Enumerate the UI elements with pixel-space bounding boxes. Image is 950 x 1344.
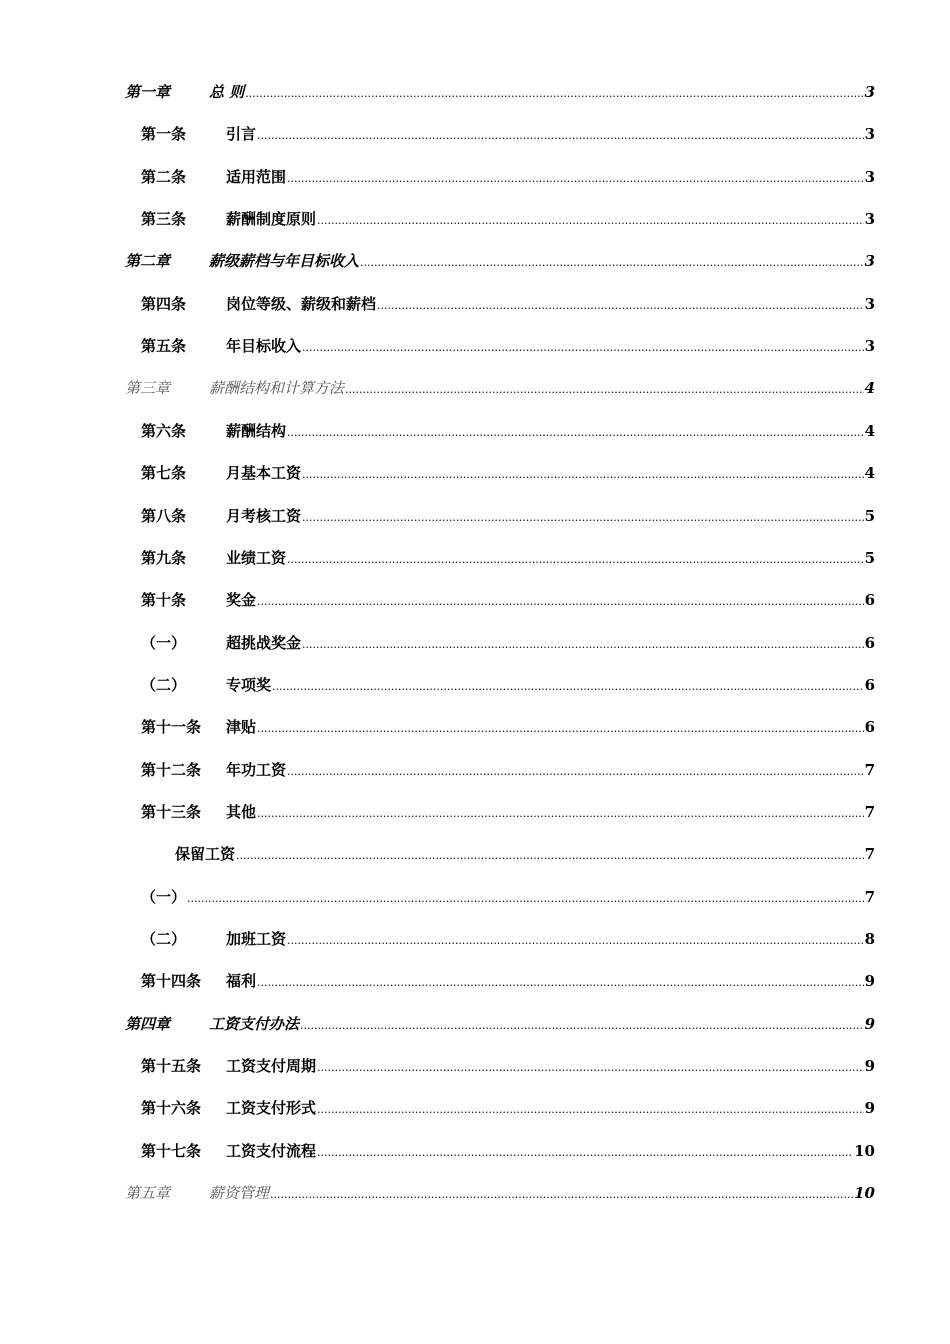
toc-page-number: 9 <box>864 1057 875 1076</box>
toc-article-entry[interactable] <box>141 1096 875 1120</box>
toc-dot-leader <box>187 887 864 911</box>
toc-entry-number: 第七条 <box>141 464 187 483</box>
toc-page-number: 9 <box>864 972 875 991</box>
toc-dot-leader <box>317 1056 864 1080</box>
toc-chapter-entry[interactable] <box>125 376 875 400</box>
toc-entry-title: 总 则 <box>209 83 245 101</box>
toc-entry-title: 工资支付形式 <box>226 1099 317 1118</box>
toc-article-entry[interactable] <box>141 673 875 697</box>
toc-page-number: 3 <box>864 337 875 356</box>
toc-dot-leader <box>245 82 863 106</box>
toc-dot-leader <box>287 760 864 784</box>
toc-entry-number: 第二条 <box>141 167 187 186</box>
toc-dot-leader <box>257 124 864 148</box>
toc-dot-leader <box>257 971 864 995</box>
toc-entry-number: 第五条 <box>141 337 187 356</box>
toc-page-number: 3 <box>864 210 875 229</box>
toc-entry-title: 工资支付流程 <box>226 1141 317 1160</box>
toc-entry-number: 第四章 <box>125 1014 171 1033</box>
toc-chapter-entry[interactable] <box>125 1181 875 1205</box>
toc-page-number: 10 <box>854 1141 875 1160</box>
toc-entry-title: 薪酬结构和计算方法 <box>209 379 345 398</box>
toc-article-entry[interactable] <box>141 631 875 655</box>
toc-dot-leader <box>302 463 864 487</box>
toc-page-number: 8 <box>864 930 875 948</box>
toc-article-entry[interactable] <box>141 419 875 443</box>
toc-dot-leader <box>302 506 864 530</box>
toc-entry-title: 其他 <box>226 802 257 821</box>
toc-entry-title: 薪资管理 <box>209 1184 270 1203</box>
toc-entry-title: 年目标收入 <box>226 337 302 356</box>
toc-page-number: 3 <box>864 294 875 313</box>
toc-dot-leader <box>287 929 864 953</box>
toc-article-entry[interactable] <box>141 588 875 612</box>
toc-entry-number: （二） <box>141 675 187 694</box>
toc-article-entry[interactable] <box>141 969 875 993</box>
toc-chapter-entry[interactable] <box>125 1012 875 1036</box>
toc-entry-number: 第五章 <box>125 1184 171 1203</box>
toc-article-entry[interactable] <box>141 1139 875 1163</box>
toc-chapter-entry[interactable] <box>125 249 875 273</box>
toc-page-number: 7 <box>864 887 875 906</box>
toc-entry-number: 第八条 <box>141 506 187 525</box>
toc-chapter-entry[interactable] <box>125 80 875 104</box>
toc-article-entry[interactable] <box>141 504 875 528</box>
toc-page-number: 4 <box>864 379 875 398</box>
toc-entry-number: 第十五条 <box>141 1057 202 1076</box>
toc-dot-leader <box>236 844 864 868</box>
toc-page-number: 5 <box>864 506 875 525</box>
toc-dot-leader <box>302 336 864 360</box>
toc-entry-number: （一） <box>141 887 187 906</box>
toc-entry-number: 第九条 <box>141 548 187 567</box>
toc-entry-title: 福利 <box>226 972 257 991</box>
toc-dot-leader <box>287 548 864 572</box>
toc-dot-leader <box>317 209 864 233</box>
toc-entry-title: 超挑战奖金 <box>226 633 302 652</box>
toc-entry-title: 工资支付周期 <box>226 1057 317 1076</box>
toc-entry-number: 第十三条 <box>141 802 202 821</box>
toc-entry-number: 第十条 <box>141 591 187 610</box>
toc-dot-leader <box>257 717 864 741</box>
toc-entry-title: 适用范围 <box>226 167 287 186</box>
toc-article-entry[interactable] <box>141 800 875 824</box>
toc-page-number: 6 <box>864 675 875 694</box>
toc-entry-title: 年功工资 <box>226 760 287 779</box>
toc-dot-leader <box>257 590 864 614</box>
toc-page-number: 3 <box>864 125 875 144</box>
toc-article-entry[interactable] <box>141 122 875 146</box>
toc-page-number: 9 <box>864 1099 875 1118</box>
toc-dot-leader <box>300 1014 864 1038</box>
toc-article-entry[interactable] <box>141 715 875 739</box>
toc-entry-title: 引言 <box>226 125 257 144</box>
toc-entry-number: 第一条 <box>141 125 187 144</box>
toc-article-entry[interactable] <box>141 461 875 485</box>
toc-entry-title: 津贴 <box>226 718 257 737</box>
toc-entry-title: 月考核工资 <box>226 506 302 525</box>
toc-entry-title: 薪酬结构 <box>226 421 287 440</box>
toc-page-number: 3 <box>864 83 875 101</box>
toc-page-number: 7 <box>864 845 875 864</box>
toc-page-number: 3 <box>864 167 875 186</box>
toc-entry-title: 薪级薪档与年目标收入 <box>209 252 360 271</box>
toc-entry-number: 第十一条 <box>141 718 202 737</box>
toc-dot-leader <box>287 421 864 445</box>
toc-dot-leader <box>257 802 864 826</box>
toc-entry-number: 第三条 <box>141 210 187 229</box>
toc-article-entry[interactable] <box>141 546 875 570</box>
toc-entry-title: 岗位等级、薪级和薪档 <box>226 294 377 313</box>
toc-page-number: 10 <box>854 1184 875 1203</box>
toc-entry-number: 第十四条 <box>141 972 202 991</box>
toc-article-entry[interactable] <box>141 1054 875 1078</box>
toc-page-number: 5 <box>864 548 875 567</box>
toc-page-number: 6 <box>864 633 875 652</box>
toc-entry-number: 第三章 <box>125 379 171 398</box>
toc-dot-leader <box>287 167 864 191</box>
toc-article-entry[interactable] <box>141 207 875 231</box>
toc-entry-number: （一） <box>141 633 187 652</box>
toc-article-entry[interactable] <box>141 927 875 951</box>
toc-article-entry[interactable] <box>175 842 875 866</box>
toc-entry-number: 第六条 <box>141 421 187 440</box>
toc-entry-number: 第十七条 <box>141 1141 202 1160</box>
toc-entry-title: 薪酬制度原则 <box>226 210 317 229</box>
toc-article-entry[interactable] <box>141 758 875 782</box>
toc-entry-title: 加班工资 <box>226 930 287 948</box>
toc-dot-leader <box>360 251 864 275</box>
toc-page-number: 6 <box>864 591 875 610</box>
toc-article-entry[interactable] <box>141 334 875 358</box>
toc-entry-number: 第二章 <box>125 252 171 271</box>
toc-entry-number: 第十六条 <box>141 1099 202 1118</box>
toc-dot-leader <box>270 1183 853 1207</box>
toc-article-entry[interactable] <box>141 292 875 316</box>
toc-dot-leader <box>377 294 864 318</box>
toc-page-number: 7 <box>864 802 875 821</box>
toc-page-number: 9 <box>864 1014 875 1033</box>
toc-dot-leader <box>302 633 864 657</box>
toc-entry-title: 业绩工资 <box>226 548 287 567</box>
toc-entry-title: 专项奖 <box>226 675 272 694</box>
toc-entry-number: 第十二条 <box>141 760 202 779</box>
toc-page-number: 3 <box>864 252 875 271</box>
toc-article-entry[interactable] <box>141 885 875 909</box>
toc-page-number: 4 <box>864 464 875 483</box>
toc-entry-number: 第一章 <box>125 83 171 101</box>
toc-page-number: 6 <box>864 718 875 737</box>
toc-page-number: 4 <box>864 421 875 440</box>
toc-dot-leader <box>345 378 864 402</box>
toc-page-number: 7 <box>864 760 875 779</box>
toc-entry-title: 保留工资 <box>175 845 236 864</box>
toc-entry-title: 奖金 <box>226 591 257 610</box>
toc-article-entry[interactable] <box>141 165 875 189</box>
toc-dot-leader <box>272 675 864 699</box>
toc-entry-title: 工资支付办法 <box>209 1014 300 1033</box>
toc-dot-leader <box>317 1098 864 1122</box>
toc-entry-number: 第四条 <box>141 294 187 313</box>
toc-entry-number: （二） <box>141 930 187 948</box>
toc-dot-leader <box>317 1141 853 1165</box>
toc-entry-title: 月基本工资 <box>226 464 302 483</box>
